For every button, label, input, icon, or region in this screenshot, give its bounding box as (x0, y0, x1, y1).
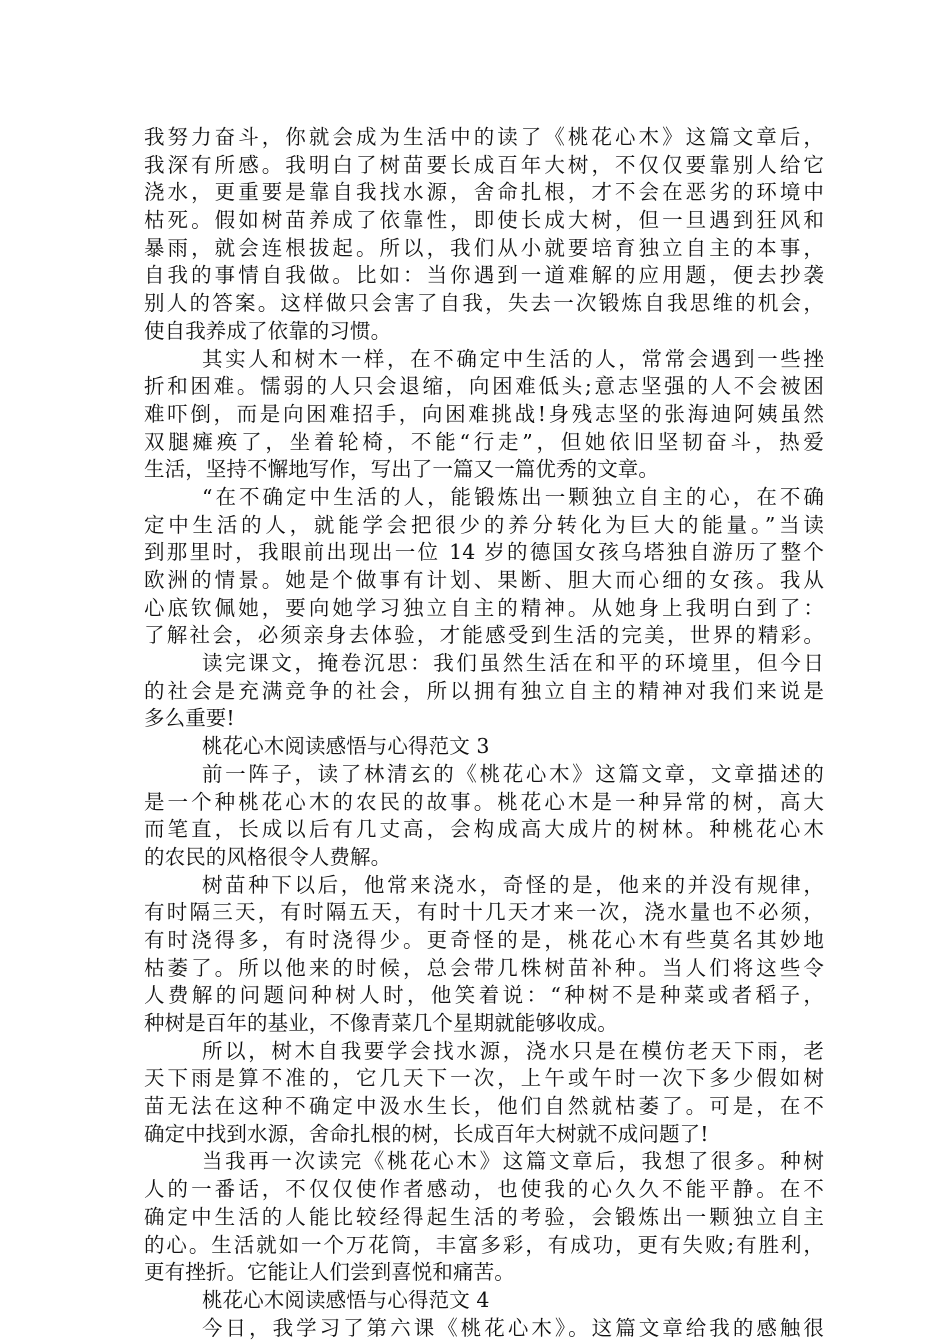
text-line: 有时浇得多，有时浇得少。更奇怪的是，桃花心木有些莫名其妙地 (144, 927, 824, 952)
paragraph-start-line: 树苗种下以后，他常来浇水，奇怪的是，他来的并没有规律， (202, 872, 824, 897)
text-line: 定中生活的人，就能学会把很少的养分转化为巨大的能量。”当读 (144, 512, 824, 537)
text-line: 更有挫折。它能让人们尝到喜悦和痛苦。 (144, 1260, 515, 1285)
text-line: 难吓倒，而是向困难招手，向困难挑战!身残志坚的张海迪阿姨虽然 (144, 401, 824, 426)
section-heading: 桃花心木阅读感悟与心得范文 3 (202, 734, 490, 759)
text-line: 是一个种桃花心木的农民的故事。桃花心木是一种异常的树，高大 (144, 789, 824, 814)
paragraph-start-line: 其实人和树木一样，在不确定中生活的人，常常会遇到一些挫 (202, 346, 824, 371)
text-line: 欧洲的情景。她是个做事有计划、果断、胆大而心细的女孩。我从 (144, 568, 824, 592)
text-line: 别人的答案。这样做只会害了自我，失去一次锻炼自我思维的机会， (144, 291, 824, 316)
paragraph-start-line: 今日，我学习了第六课《桃花心木》。这篇文章给我的感触很 (202, 1315, 824, 1340)
text-line: 使自我养成了依靠的习惯。 (144, 318, 392, 343)
paragraph-start-line: 当我再一次读完《桃花心木》这篇文章后，我想了很多。种树 (202, 1149, 824, 1174)
text-line: 种树是百年的基业，不像青菜几个星期就能够收成。 (144, 1011, 618, 1035)
text-line: 人费解的问题问种树人时，他笑着说：“种树不是种菜或者稻子， (144, 983, 824, 1008)
document-body (144, 124, 824, 1342)
text-line: 双腿瘫痪了，坐着轮椅，不能“行走”，但她依旧坚韧奋斗，热爱 (144, 429, 824, 454)
paragraph-start-line: 前一阵子，读了林清玄的《桃花心木》这篇文章，文章描述的 (202, 761, 824, 786)
text-line: 确定中生活的人能比较经得起生活的考验，会锻炼出一颗独立自主 (144, 1204, 824, 1229)
paragraph-start-line: 读完课文，掩卷沉思：我们虽然生活在和平的环境里，但今日 (202, 651, 824, 676)
text-line: 枯死。假如树苗养成了依靠性，即使长成大树，但一旦遇到狂风和 (144, 208, 824, 233)
text-line: 多么重要! (144, 706, 235, 731)
text-line: 有时隔三天，有时隔五天，有时十几天才来一次，浇水量也不必须， (144, 900, 824, 925)
text-line: 折和困难。懦弱的人只会退缩，向困难低头;意志坚强的人不会被困 (144, 374, 824, 399)
text-line: 了解社会，必须亲身去体验，才能感受到生活的完美，世界的精彩。 (144, 623, 824, 648)
text-line: 到那里时，我眼前出现出一位 14 岁的德国女孩乌塔独自游历了整个 (144, 540, 824, 565)
text-line: 暴雨，就会连根拔起。所以，我们从小就要培育独立自主的本事， (144, 235, 824, 260)
text-line: 人的一番话，不仅仅使作者感动，也使我的心久久不能平静。在不 (144, 1177, 824, 1202)
section-heading: 桃花心木阅读感悟与心得范文 4 (202, 1287, 490, 1312)
text-line: 而笔直，长成以后有几丈高，会构成高大成片的树林。种桃花心木 (144, 817, 824, 842)
text-line: 自我的事情自我做。比如：当你遇到一道难解的应用题，便去抄袭 (144, 263, 824, 288)
text-line: 我努力奋斗，你就会成为生活中的读了《桃花心木》这篇文章后， (144, 125, 824, 149)
text-line: 我深有所感。我明白了树苗要长成百年大树，不仅仅要靠别人给它 (144, 152, 824, 177)
text-line: 枯萎了。所以他来的时候，总会带几株树苗补种。当人们将这些令 (144, 955, 824, 980)
text-line: 心底钦佩她，要向她学习独立自主的精神。从她身上我明白到了： (144, 595, 824, 620)
text-line: 天下雨是算不准的，它几天下一次，上午或午时一次下多少假如树 (144, 1066, 824, 1091)
text-line: 的社会是充满竞争的社会，所以拥有独立自主的精神对我们来说是 (144, 678, 824, 703)
paragraph-start-line: “在不确定中生活的人，能锻炼出一颗独立自主的心，在不确 (202, 484, 824, 509)
text-line: 的心。生活就如一个万花筒，丰富多彩，有成功，更有失败;有胜利， (144, 1232, 824, 1257)
text-line: 生活，坚持不懈地写作，写出了一篇又一篇优秀的文章。 (144, 457, 659, 482)
paragraph-start-line: 所以，树木自我要学会找水源，浇水只是在模仿老天下雨，老 (202, 1038, 824, 1063)
text-line: 浇水，更重要是靠自我找水源，舍命扎根，才不会在恶劣的环境中 (144, 180, 824, 205)
text-line: 的农民的风格很令人费解。 (144, 844, 392, 869)
text-line: 苗无法在这种不确定中汲水生长，他们自然就枯萎了。可是，在不 (144, 1094, 824, 1119)
text-line: 确定中找到水源，舍命扎根的树，长成百年大树就不成问题了! (144, 1121, 709, 1146)
